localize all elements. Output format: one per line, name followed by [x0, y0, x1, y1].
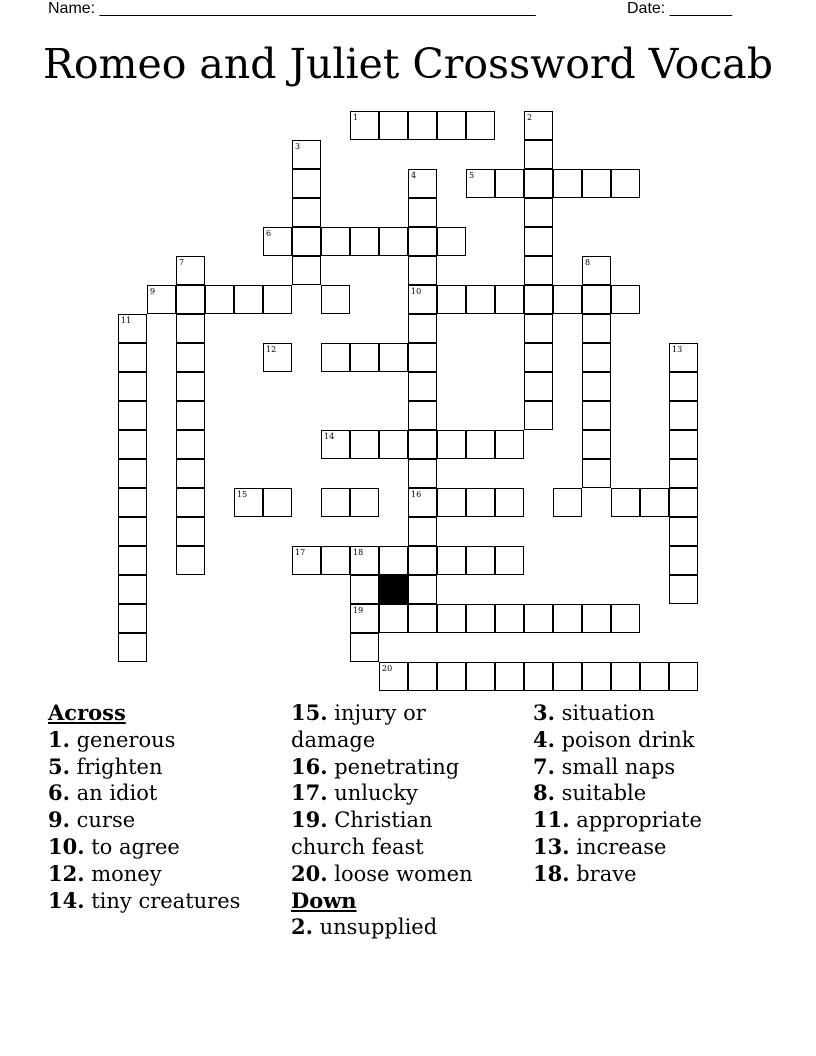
clue-item — [291, 754, 491, 781]
crossword-cell[interactable] — [669, 575, 698, 604]
clue-item-number: 17. — [291, 780, 328, 806]
crossword-cell[interactable] — [524, 140, 553, 169]
crossword-cell[interactable] — [437, 604, 466, 633]
crossword-cell[interactable] — [321, 227, 350, 256]
crossword-cell[interactable] — [408, 604, 437, 633]
crossword-cell[interactable] — [408, 343, 437, 372]
crossword-cell[interactable] — [582, 314, 611, 343]
crossword-cell[interactable] — [466, 604, 495, 633]
crossword-cell[interactable] — [640, 488, 669, 517]
crossword-cell[interactable] — [553, 285, 582, 314]
clue-item-text: loose women — [327, 861, 473, 886]
crossword-cell[interactable] — [234, 488, 263, 517]
crossword-cell[interactable] — [176, 256, 205, 285]
crossword-cell[interactable] — [524, 111, 553, 140]
clue-item-text: frighten — [69, 754, 163, 779]
crossword-cell[interactable] — [292, 169, 321, 198]
crossword-cell[interactable] — [292, 198, 321, 227]
crossword-cell[interactable] — [350, 111, 379, 140]
clue-item-text: small naps — [554, 754, 676, 779]
clue-item-number: 10. — [48, 833, 85, 859]
down-heading: Down — [291, 887, 357, 913]
crossword-cell[interactable] — [118, 517, 147, 546]
clue-item — [48, 780, 278, 807]
clue-number: 20 — [382, 664, 393, 673]
crossword-cell[interactable] — [118, 314, 147, 343]
clue-item-number: 3. — [533, 700, 555, 725]
crossword-cell[interactable] — [466, 285, 495, 314]
crossword-cell[interactable] — [408, 459, 437, 488]
crossword-cell[interactable] — [408, 256, 437, 285]
clue-number: 14 — [324, 432, 335, 441]
clue-item-number: 2. — [291, 914, 313, 940]
clue-item-text: tiny creatures — [84, 888, 241, 913]
crossword-cell[interactable] — [147, 285, 176, 314]
crossword-cell[interactable] — [176, 343, 205, 372]
clue-item-number: 5. — [48, 753, 70, 779]
crossword-cell[interactable] — [292, 227, 321, 256]
clue-item — [291, 807, 491, 861]
crossword-cell[interactable] — [524, 314, 553, 343]
clue-item-text: curse — [69, 808, 136, 833]
crossword-cell[interactable] — [292, 140, 321, 169]
crossword-cell[interactable] — [176, 488, 205, 517]
clue-item — [533, 754, 763, 781]
clue-number: 12 — [266, 345, 277, 354]
crossword-cell[interactable] — [669, 662, 698, 691]
crossword-cell[interactable] — [350, 546, 379, 575]
crossword-cell[interactable] — [350, 604, 379, 633]
clue-column-1 — [48, 700, 278, 914]
clue-item-number: 16. — [291, 753, 328, 779]
clue-item-text: Christian church feast — [291, 808, 433, 859]
crossword-cell[interactable] — [408, 662, 437, 691]
crossword-cell[interactable] — [553, 604, 582, 633]
clue-item — [533, 780, 763, 807]
crossword-cell[interactable] — [379, 227, 408, 256]
crossword-cell[interactable] — [669, 372, 698, 401]
crossword-cell[interactable] — [582, 256, 611, 285]
clue-number: 3 — [295, 142, 301, 151]
crossword-cell[interactable] — [176, 401, 205, 430]
crossword-cell[interactable] — [379, 430, 408, 459]
crossword-cell[interactable] — [321, 343, 350, 372]
clue-item-text: an idiot — [69, 781, 158, 806]
crossword-cell[interactable] — [176, 314, 205, 343]
clue-item-text: generous — [69, 727, 176, 752]
crossword-cell[interactable] — [379, 546, 408, 575]
crossword-cell[interactable] — [321, 546, 350, 575]
clue-item — [48, 888, 278, 915]
crossword-cell[interactable] — [437, 111, 466, 140]
clue-item-number: 12. — [48, 860, 85, 886]
crossword-cell[interactable] — [669, 459, 698, 488]
page-title: Romeo and Juliet Crossword Vocab — [43, 40, 773, 88]
crossword-cell[interactable] — [524, 401, 553, 430]
crossword-cell[interactable] — [408, 575, 437, 604]
crossword-cell[interactable] — [118, 430, 147, 459]
clue-number: 19 — [353, 606, 364, 615]
crossword-cell[interactable] — [408, 169, 437, 198]
crossword-cell[interactable] — [234, 285, 263, 314]
crossword-cell[interactable] — [466, 488, 495, 517]
crossword-cell[interactable] — [205, 285, 234, 314]
crossword-cell[interactable] — [524, 256, 553, 285]
clue-item-number: 18. — [533, 860, 570, 886]
crossword-cell[interactable] — [466, 111, 495, 140]
crossword-cell[interactable] — [118, 575, 147, 604]
clue-item-number: 20. — [291, 860, 328, 886]
crossword-cell[interactable] — [582, 169, 611, 198]
clue-item-text: appropriate — [569, 808, 702, 833]
clue-item-number: 15. — [291, 700, 328, 725]
crossword-cell[interactable] — [495, 285, 524, 314]
crossword-cell[interactable] — [408, 285, 437, 314]
crossword-cell[interactable] — [524, 372, 553, 401]
clue-item-text: penetrating — [327, 754, 460, 779]
crossword-cell[interactable] — [379, 662, 408, 691]
crossword-cell[interactable] — [524, 227, 553, 256]
clue-item-number: 7. — [533, 753, 555, 779]
crossword-cell[interactable] — [669, 546, 698, 575]
crossword-cell[interactable] — [118, 546, 147, 575]
crossword-cell[interactable] — [582, 372, 611, 401]
crossword-cell[interactable] — [263, 285, 292, 314]
clue-item-text: money — [84, 861, 162, 886]
crossword-cell[interactable] — [582, 662, 611, 691]
crossword-cell[interactable] — [524, 198, 553, 227]
crossword-cell[interactable] — [408, 111, 437, 140]
crossword-cell[interactable] — [408, 430, 437, 459]
crossword-cell[interactable] — [495, 604, 524, 633]
date-field-label: Date: _______ — [627, 0, 732, 17]
clue-number: 2 — [527, 113, 533, 122]
crossword-cell[interactable] — [350, 343, 379, 372]
clue-item — [291, 914, 491, 941]
crossword-cell[interactable] — [379, 604, 408, 633]
crossword-cell[interactable] — [437, 285, 466, 314]
crossword-cell[interactable] — [350, 488, 379, 517]
crossword-cell[interactable] — [118, 488, 147, 517]
crossword-cell[interactable] — [611, 662, 640, 691]
crossword-cell[interactable] — [466, 662, 495, 691]
clue-number: 15 — [237, 490, 248, 499]
name-field-label: Name: _________________________________________________ — [48, 0, 536, 17]
crossword-cell[interactable] — [379, 111, 408, 140]
clue-item-text: suitable — [554, 781, 647, 806]
crossword-cell[interactable] — [524, 169, 553, 198]
crossword-cell[interactable] — [118, 604, 147, 633]
crossword-cell[interactable] — [176, 372, 205, 401]
crossword-cell[interactable] — [582, 459, 611, 488]
crossword-cell[interactable] — [524, 604, 553, 633]
clue-number: 7 — [179, 258, 185, 267]
clue-item — [533, 727, 763, 754]
crossword-cell[interactable] — [263, 227, 292, 256]
crossword-black-cell — [379, 575, 408, 604]
down-clue-list — [291, 914, 491, 941]
crossword-cell[interactable] — [495, 430, 524, 459]
crossword-cell[interactable] — [495, 169, 524, 198]
clue-number: 16 — [411, 490, 422, 499]
crossword-cell[interactable] — [292, 546, 321, 575]
crossword-cell[interactable] — [640, 662, 669, 691]
crossword-cell[interactable] — [466, 546, 495, 575]
crossword-cell[interactable] — [408, 401, 437, 430]
crossword-cell[interactable] — [582, 343, 611, 372]
clue-item-text: poison drink — [554, 727, 695, 752]
clue-item-number: 6. — [48, 780, 70, 806]
crossword-cell[interactable] — [321, 430, 350, 459]
clue-item — [291, 861, 491, 888]
clue-item-text: situation — [554, 701, 655, 725]
clue-item — [48, 727, 278, 754]
crossword-cell[interactable] — [176, 285, 205, 314]
crossword-cell[interactable] — [292, 256, 321, 285]
crossword-cell[interactable] — [611, 604, 640, 633]
crossword-cell[interactable] — [176, 546, 205, 575]
crossword-cell[interactable] — [118, 343, 147, 372]
crossword-cell[interactable] — [669, 343, 698, 372]
crossword-cell[interactable] — [350, 633, 379, 662]
crossword-cell[interactable] — [669, 488, 698, 517]
crossword-cell[interactable] — [582, 401, 611, 430]
crossword-cell[interactable] — [408, 198, 437, 227]
crossword-cell[interactable] — [524, 285, 553, 314]
clue-item — [48, 754, 278, 781]
clue-item-number: 8. — [533, 780, 555, 806]
clue-item-number: 4. — [533, 726, 555, 752]
crossword-cell[interactable] — [669, 401, 698, 430]
clue-item-text: to agree — [84, 834, 180, 859]
crossword-cell[interactable] — [118, 459, 147, 488]
crossword-cell[interactable] — [495, 488, 524, 517]
crossword-cell[interactable] — [437, 227, 466, 256]
crossword-cell[interactable] — [263, 343, 292, 372]
crossword-cell[interactable] — [176, 459, 205, 488]
crossword-cell[interactable] — [524, 662, 553, 691]
crossword-cell[interactable] — [553, 488, 582, 517]
crossword-cell[interactable] — [408, 314, 437, 343]
crossword-cell[interactable] — [263, 488, 292, 517]
crossword-cell[interactable] — [669, 430, 698, 459]
crossword-cell[interactable] — [321, 488, 350, 517]
crossword-cell[interactable] — [582, 285, 611, 314]
crossword-cell[interactable] — [466, 169, 495, 198]
crossword-cell[interactable] — [437, 488, 466, 517]
clue-item — [48, 861, 278, 888]
crossword-cell[interactable] — [582, 604, 611, 633]
clue-item-text: unlucky — [327, 781, 418, 806]
crossword-cell[interactable] — [408, 227, 437, 256]
crossword-cell[interactable] — [118, 372, 147, 401]
clue-item-number: 9. — [48, 807, 70, 833]
clue-item — [533, 834, 763, 861]
crossword-cell[interactable] — [408, 546, 437, 575]
across-heading: Across — [48, 700, 126, 725]
clue-item — [291, 700, 491, 754]
crossword-cell[interactable] — [350, 575, 379, 604]
crossword-cell[interactable] — [553, 662, 582, 691]
crossword-cell[interactable] — [176, 430, 205, 459]
clue-item-text: brave — [569, 861, 637, 886]
clue-number: 11 — [121, 316, 132, 325]
down-clue-list-continued — [533, 700, 763, 888]
crossword-cell[interactable] — [118, 633, 147, 662]
clue-number: 1 — [353, 113, 359, 122]
clue-item — [533, 807, 763, 834]
clue-number: 18 — [353, 548, 364, 557]
clue-item-text: increase — [569, 834, 667, 859]
clue-item — [48, 807, 278, 834]
crossword-cell[interactable] — [669, 517, 698, 546]
crossword-cell[interactable] — [611, 285, 640, 314]
clue-column-3 — [533, 700, 763, 888]
crossword-cell[interactable] — [553, 169, 582, 198]
crossword-cell[interactable] — [408, 517, 437, 546]
crossword-cell[interactable] — [350, 430, 379, 459]
clue-item — [291, 780, 491, 807]
crossword-cell[interactable] — [350, 227, 379, 256]
crossword-cell[interactable] — [437, 430, 466, 459]
crossword-cell[interactable] — [611, 488, 640, 517]
across-clue-list-continued — [291, 700, 491, 888]
clue-number: 4 — [411, 171, 417, 180]
clue-item — [48, 834, 278, 861]
crossword-cell[interactable] — [408, 372, 437, 401]
clue-number: 6 — [266, 229, 272, 238]
crossword-cell[interactable] — [321, 285, 350, 314]
clue-number: 10 — [411, 287, 422, 296]
crossword-cell[interactable] — [582, 430, 611, 459]
crossword-cell[interactable] — [437, 546, 466, 575]
clue-item-text: unsupplied — [312, 915, 438, 940]
crossword-cell[interactable] — [176, 517, 205, 546]
crossword-cell[interactable] — [408, 488, 437, 517]
clue-column-2 — [291, 700, 491, 941]
clue-item — [533, 700, 763, 727]
clue-item-number: 14. — [48, 887, 85, 913]
crossword-cell[interactable] — [466, 430, 495, 459]
crossword-cell[interactable] — [379, 343, 408, 372]
clue-item-number: 1. — [48, 726, 70, 752]
clue-item — [533, 861, 763, 888]
crossword-cell[interactable] — [611, 169, 640, 198]
crossword-cell[interactable] — [118, 401, 147, 430]
clue-number: 8 — [585, 258, 591, 267]
crossword-cell[interactable] — [495, 546, 524, 575]
across-clue-list — [48, 727, 278, 915]
clue-item-number: 13. — [533, 833, 570, 859]
clue-number: 5 — [469, 171, 475, 180]
clue-item-number: 19. — [291, 807, 328, 833]
clue-number: 9 — [150, 287, 156, 296]
crossword-cell[interactable] — [524, 343, 553, 372]
clue-number: 13 — [672, 345, 683, 354]
clue-item-text: injury or damage — [291, 701, 426, 752]
clue-number: 17 — [295, 548, 306, 557]
clue-item-number: 11. — [533, 807, 570, 833]
crossword-cell[interactable] — [495, 662, 524, 691]
crossword-cell[interactable] — [437, 662, 466, 691]
